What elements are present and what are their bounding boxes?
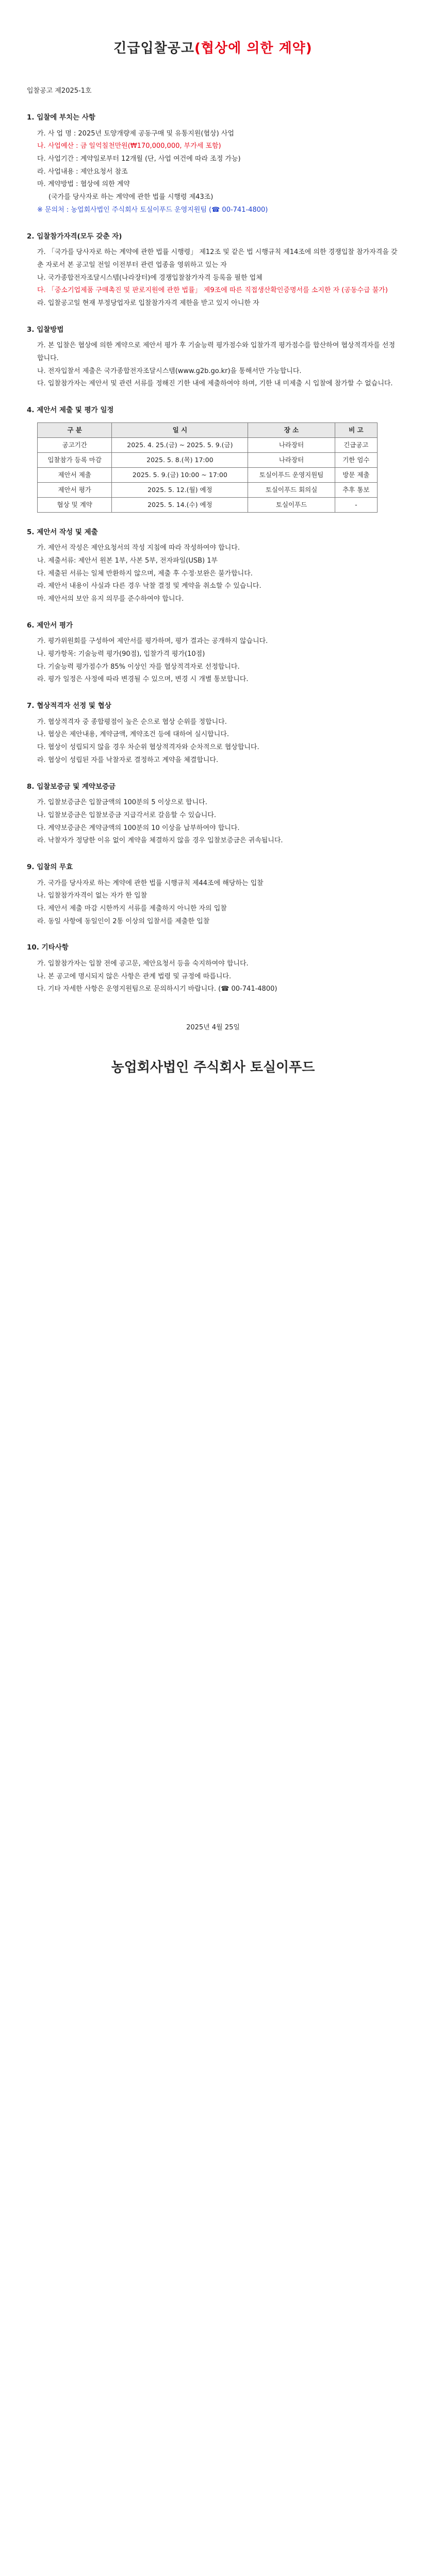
section-9 <box>27 861 399 928</box>
table-cell: 긴급공고 <box>335 437 377 452</box>
notice-date: 2025년 4월 25일 <box>186 1023 240 1031</box>
section-item: 가. 평가위원회를 구성하여 제안서를 평가하며, 평가 결과는 공개하지 않습니다. <box>37 637 268 646</box>
section-item: 다. 입찰참가자는 제안서 및 관련 서류를 정해진 기한 내에 제출하여야 하며, 기한 내 미제출 시 입찰에 참가할 수 없습니다. <box>37 380 393 388</box>
section-item: 나. 국가종합전자조달시스템(나라장터)에 경쟁입찰참가자격 등록을 필한 업체 <box>37 274 263 282</box>
section-item: 다. 계약보증금은 계약금액의 100분의 10 이상을 납부하여야 합니다. <box>37 824 240 832</box>
table-row <box>38 467 378 482</box>
table-header: 일 시 <box>112 422 248 437</box>
section-7 <box>27 700 399 767</box>
table-cell: 제안서 제출 <box>38 467 112 482</box>
section-title: 10. 기타사항 <box>27 943 69 952</box>
table-cell: - <box>335 497 377 512</box>
table-cell: 방문 제출 <box>335 467 377 482</box>
table-header: 비 고 <box>335 422 377 437</box>
table-header-row <box>38 422 378 437</box>
section-10 <box>27 941 399 996</box>
section-5 <box>27 526 399 606</box>
table-cell: 2025. 4. 25.(금) ~ 2025. 5. 9.(금) <box>112 437 248 452</box>
section-6 <box>27 619 399 686</box>
section-item: 다. 사업기간 : 계약일로부터 12개월 (단, 사업 여건에 따라 조정 가능) <box>37 155 241 163</box>
section-item: 다. 기술능력 평가점수가 85% 이상인 자를 협상적격자로 선정합니다. <box>37 663 240 671</box>
table-cell: 2025. 5. 14.(수) 예정 <box>112 497 248 512</box>
table-cell: 2025. 5. 8.(목) 17:00 <box>112 452 248 467</box>
section-item: 가. 입찰참가자는 입찰 전에 공고문, 제안요청서 등을 숙지하여야 합니다. <box>37 959 249 968</box>
section-title: 6. 제안서 평가 <box>27 621 73 630</box>
table-cell: 기한 엄수 <box>335 452 377 467</box>
table-header: 장 소 <box>248 422 335 437</box>
table-cell: 입찰참가 등록 마감 <box>38 452 112 467</box>
section-item: 나. 협상은 제안내용, 계약금액, 계약조건 등에 대하여 실시합니다. <box>37 731 229 739</box>
contact-note: ※ 문의처 : 농업회사법인 주식회사 토실이푸드 운영지원팀 (☎ 00-741-4800) <box>37 206 268 214</box>
section-item: 라. 낙찰자가 정당한 이유 없이 계약을 체결하지 않을 경우 입찰보증금은 귀속됩니다. <box>37 837 283 845</box>
section-item: 가. 국가를 당사자로 하는 계약에 관한 법률 시행규칙 제44조에 해당하는 입찰 <box>37 879 264 887</box>
section-item: 가. 제안서 작성은 제안요청서의 작성 지침에 따라 작성하여야 합니다. <box>37 544 240 552</box>
table-row <box>38 497 378 512</box>
table-cell: 토실이푸드 회의실 <box>248 482 335 497</box>
table-cell: 협상 및 계약 <box>38 497 112 512</box>
section-item: 나. 사업예산 : 금 일억칠천만원(₩170,000,000, 부가세 포함) <box>37 142 221 150</box>
section-4 <box>27 404 399 513</box>
table-cell: 토실이푸드 운영지원팀 <box>248 467 335 482</box>
table-row <box>38 437 378 452</box>
section-title: 4. 제안서 제출 및 평가 일정 <box>27 406 114 414</box>
table-cell: 공고기간 <box>38 437 112 452</box>
section-item: 다. 「중소기업제품 구매촉진 및 판로지원에 관한 법률」 제9조에 따른 직접생산확인증명서를 소지한 자 (공동수급 불가) <box>37 286 388 295</box>
section-8 <box>27 781 399 848</box>
section-item: 나. 평가항목: 기술능력 평가(90점), 입찰가격 평가(10점) <box>37 650 205 658</box>
section-3 <box>27 324 399 391</box>
table-header: 구 분 <box>38 422 112 437</box>
section-title: 7. 협상적격자 선정 및 협상 <box>27 702 111 710</box>
section-title: 2. 입찰참가자격(모두 갖춘 자) <box>27 232 122 241</box>
organization-name: 농업회사법인 주식회사 토실이푸드 <box>111 1059 315 1075</box>
section-item: 라. 동일 사항에 동일인이 2통 이상의 입찰서를 제출한 입찰 <box>37 917 210 925</box>
section-title: 8. 입찰보증금 및 계약보증금 <box>27 782 116 791</box>
table-cell: 나라장터 <box>248 437 335 452</box>
section-item: 나. 전자입찰서 제출은 국가종합전자조달시스템(www.g2b.go.kr)을 통해서만 가능합니다. <box>37 367 302 375</box>
schedule-table <box>37 422 378 513</box>
section-item: 라. 협상이 성립된 자를 낙찰자로 결정하고 계약을 체결합니다. <box>37 756 219 764</box>
section-item: 다. 협상이 성립되지 않을 경우 차순위 협상적격자와 순차적으로 협상합니다. <box>37 743 259 752</box>
section-item: 가. 입찰보증금은 입찰금액의 100분의 5 이상으로 합니다. <box>37 799 207 807</box>
section-2 <box>27 230 399 310</box>
notice-title <box>27 36 399 61</box>
table-cell: 추후 통보 <box>335 482 377 497</box>
section-item: 마. 제안서의 보안 유지 의무를 준수하여야 합니다. <box>37 595 184 603</box>
table-cell: 나라장터 <box>248 452 335 467</box>
section-item: 다. 제안서 제출 마감 시한까지 서류를 제출하지 아니한 자의 입찰 <box>37 904 227 912</box>
section-item: 가. 「국가를 당사자로 하는 계약에 관한 법률 시행령」 제12조 및 같은 법 시행규칙 제14조에 의한 경쟁입찰 참가자격을 갖춘 자로서 본 공고일 전일 이전부터 관련 업종을 영위하고 있는 자 <box>37 248 398 269</box>
table-cell: 2025. 5. 12.(월) 예정 <box>112 482 248 497</box>
table-row <box>38 452 378 467</box>
section-title: 1. 입찰에 부치는 사항 <box>27 113 95 122</box>
section-item: 나. 제출서류: 제안서 원본 1부, 사본 5부, 전자파일(USB) 1부 <box>37 556 218 565</box>
section-item: 라. 제안서 내용이 사실과 다른 경우 낙찰 결정 및 계약을 취소할 수 있습니다. <box>37 582 261 590</box>
title-highlight: (협상에 의한 계약) <box>194 41 313 56</box>
table-cell: 제안서 평가 <box>38 482 112 497</box>
section-item: 가. 본 입찰은 협상에 의한 계약으로 제안서 평가 후 기술능력 평가점수와 입찰가격 평가점수를 합산하여 협상적격자를 선정합니다. <box>37 342 396 362</box>
title-prefix: 긴급입찰공고 <box>113 41 194 56</box>
table-row <box>38 482 378 497</box>
section-item: (국가를 당사자로 하는 계약에 관한 법률 시행령 제43조) <box>48 193 214 201</box>
section-title: 3. 입찰방법 <box>27 325 64 334</box>
section-item: 마. 계약방법 : 협상에 의한 계약 <box>37 180 130 189</box>
section-item: 라. 사업내용 : 제안요청서 참조 <box>37 167 128 176</box>
section-1 <box>27 111 399 216</box>
section-item: 다. 제출된 서류는 일체 반환하지 않으며, 제출 후 수정·보완은 불가합니다. <box>37 569 253 578</box>
section-item: 가. 사 업 명 : 2025년 토양개량제 공동구매 및 유통지원(협상) 사업 <box>37 129 234 138</box>
section-item: 나. 입찰참가자격이 없는 자가 한 입찰 <box>37 892 148 900</box>
section-item: 가. 협상적격자 중 종합평점이 높은 순으로 협상 순위를 정합니다. <box>37 718 227 726</box>
section-item: 라. 입찰공고일 현재 부정당업자로 입찰참가자격 제한을 받고 있지 아니한 자 <box>37 299 259 307</box>
section-title: 9. 입찰의 무효 <box>27 862 73 871</box>
section-title: 5. 제안서 작성 및 제출 <box>27 528 98 536</box>
table-cell: 토실이푸드 <box>248 497 335 512</box>
section-item: 다. 기타 자세한 사항은 운영지원팀으로 문의하시기 바랍니다. (☎ 00-741-4800) <box>37 985 277 993</box>
section-item: 나. 입찰보증금은 입찰보증금 지급각서로 갈음할 수 있습니다. <box>37 811 217 819</box>
notice-number: 입찰공고 제2025-1호 <box>27 87 92 95</box>
table-cell: 2025. 5. 9.(금) 10:00 ~ 17:00 <box>112 467 248 482</box>
section-item: 라. 평가 일정은 사정에 따라 변경될 수 있으며, 변경 시 개별 통보합니다. <box>37 675 249 684</box>
section-item: 나. 본 공고에 명시되지 않은 사항은 관계 법령 및 규정에 따릅니다. <box>37 972 232 980</box>
